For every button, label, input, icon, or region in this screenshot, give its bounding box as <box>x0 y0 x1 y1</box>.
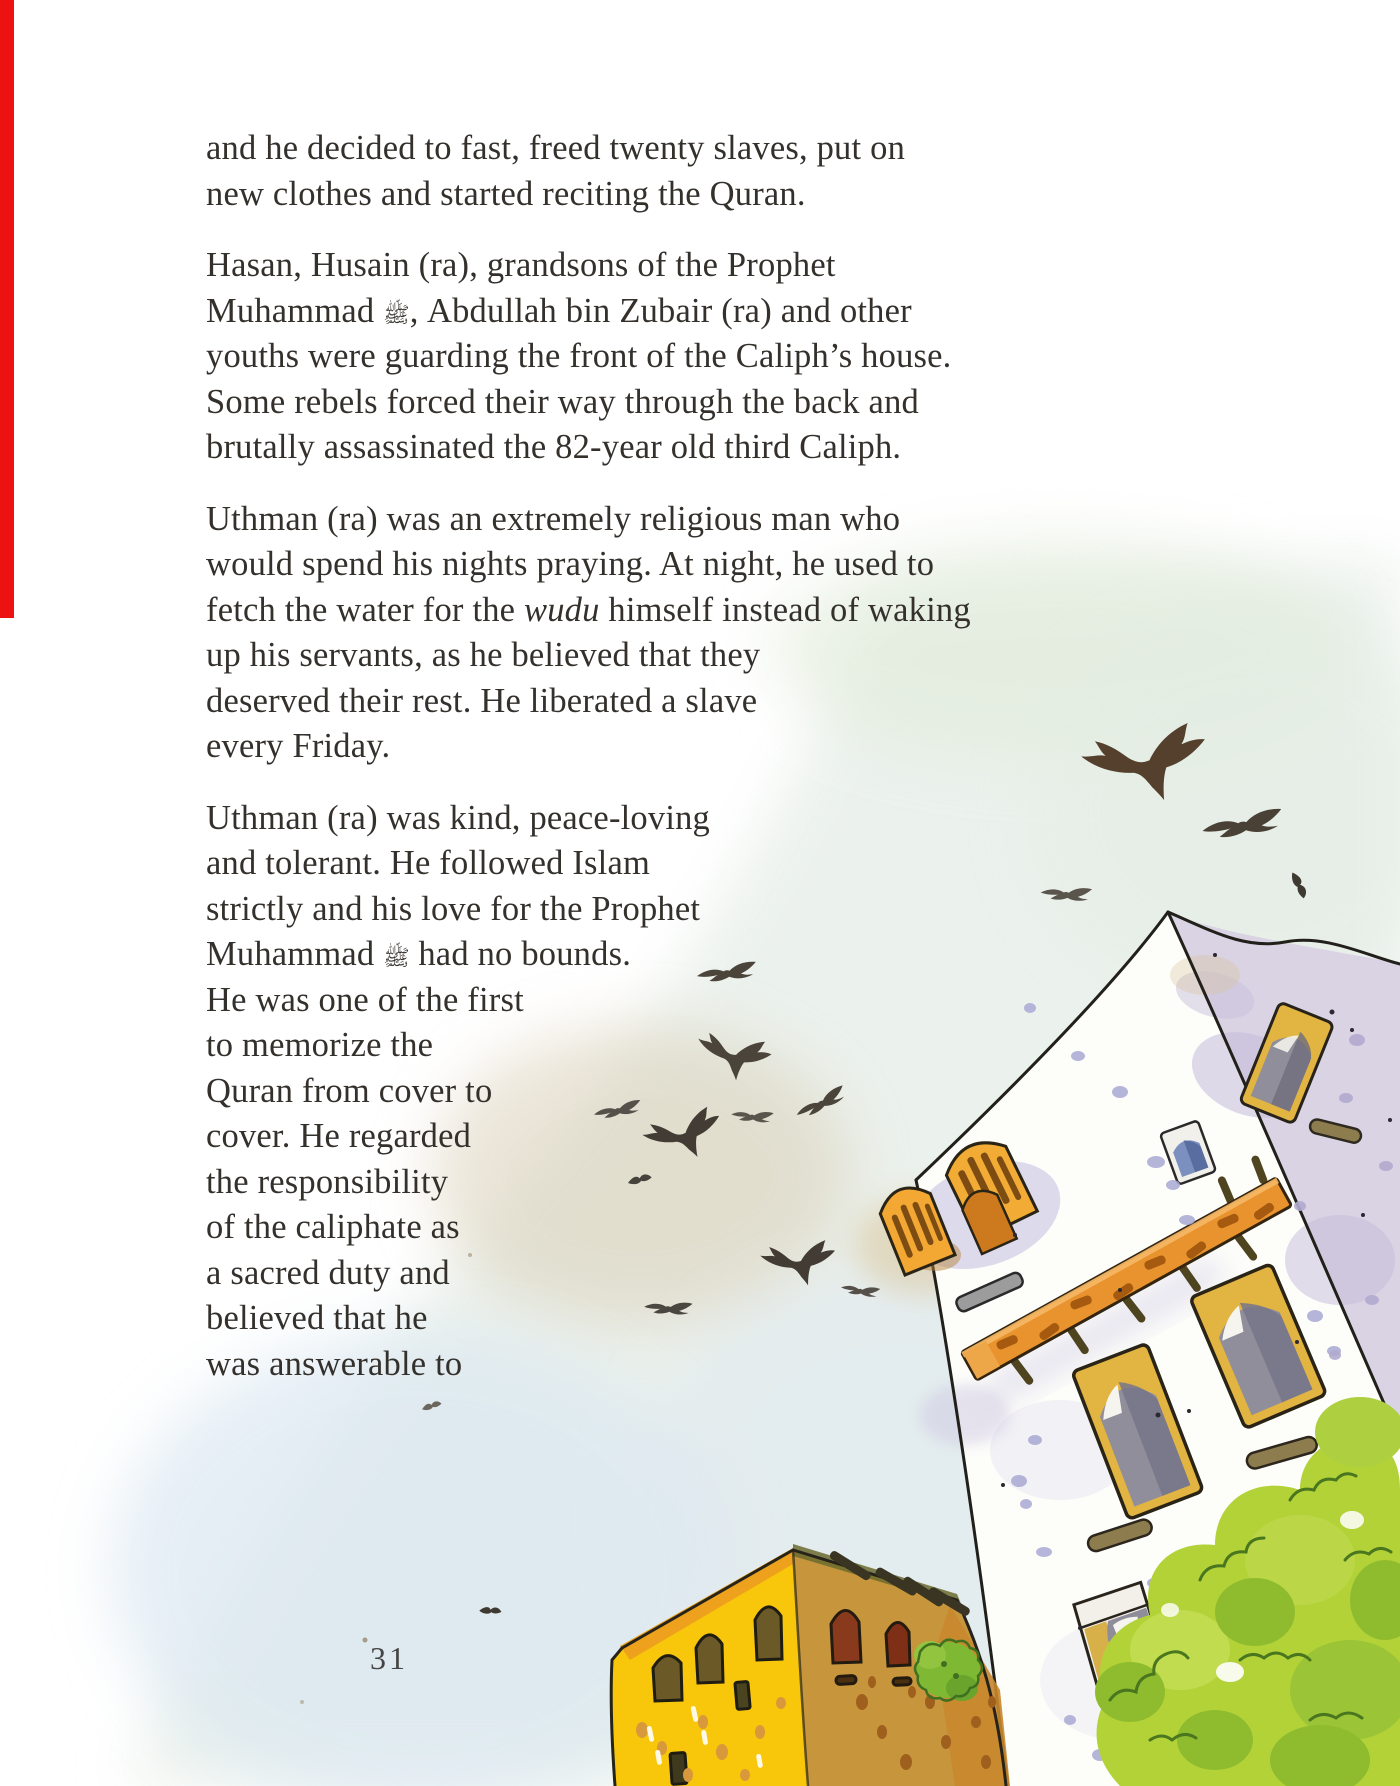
text-segment: Muhammad <box>206 291 384 330</box>
paragraph <box>206 796 1206 1388</box>
text-line: up his servants, as he believed that they <box>206 636 761 674</box>
text-line: youths were guarding the front of the Caliph’s house. <box>206 337 952 375</box>
sallallahu-alayhi-wasallam-symbol: ﷺ <box>383 946 410 971</box>
page-text <box>206 126 1206 1413</box>
text-line: believed that he <box>206 1299 428 1337</box>
text-line: a sacred duty and <box>206 1253 450 1292</box>
text-line: deserved their rest. He liberated a slave <box>206 681 758 720</box>
text-line: Uthman (ra) was an extremely religious man who <box>206 499 901 538</box>
text-line <box>206 932 1206 978</box>
page-number: 31 <box>370 1640 408 1676</box>
text-line: of the caliphate as <box>206 1208 460 1246</box>
text-line: strictly and his love for the Prophet <box>206 889 701 928</box>
scan-edge-red-strip <box>0 0 14 618</box>
paragraph <box>206 243 1206 471</box>
text-line: every Friday. <box>206 727 391 765</box>
text-line: Hasan, Husain (ra), grandsons of the Prophet <box>206 246 836 284</box>
text-line: was answerable to <box>206 1344 463 1383</box>
text-line: Some rebels forced their way through the back and <box>206 382 919 421</box>
text-line <box>206 588 1206 634</box>
text-line <box>206 289 1206 335</box>
text-line: and tolerant. He followed Islam <box>206 844 651 882</box>
text-line: brutally assassinated the 82-year old third Caliph. <box>206 428 902 466</box>
text-line: cover. He regarded <box>206 1117 472 1155</box>
text-line: would spend his nights praying. At night, he used to <box>206 545 935 583</box>
paragraph <box>206 497 1206 770</box>
text-line: Quran from cover to <box>206 1071 493 1110</box>
text-segment: had no bounds. <box>409 935 632 973</box>
paragraph <box>206 126 1206 217</box>
text-segment: himself instead of waking <box>599 590 971 629</box>
text-segment: Muhammad <box>206 935 384 973</box>
sallallahu-alayhi-wasallam-symbol: ﷺ <box>383 302 410 328</box>
text-line: Uthman (ra) was kind, peace-loving <box>206 798 711 837</box>
text-segment: , Abdullah bin Zubair (ra) and other <box>409 291 912 330</box>
text-segment: fetch the water for the <box>206 590 525 629</box>
text-line: new clothes and started reciting the Quran. <box>206 174 806 213</box>
text-line: and he decided to fast, freed twenty slaves, put on <box>206 129 906 167</box>
italic-term-wudu: wudu <box>524 590 600 629</box>
text-line: He was one of the first <box>206 980 524 1019</box>
text-line: the responsibility <box>206 1162 449 1201</box>
text-line: to memorize the <box>206 1026 434 1064</box>
